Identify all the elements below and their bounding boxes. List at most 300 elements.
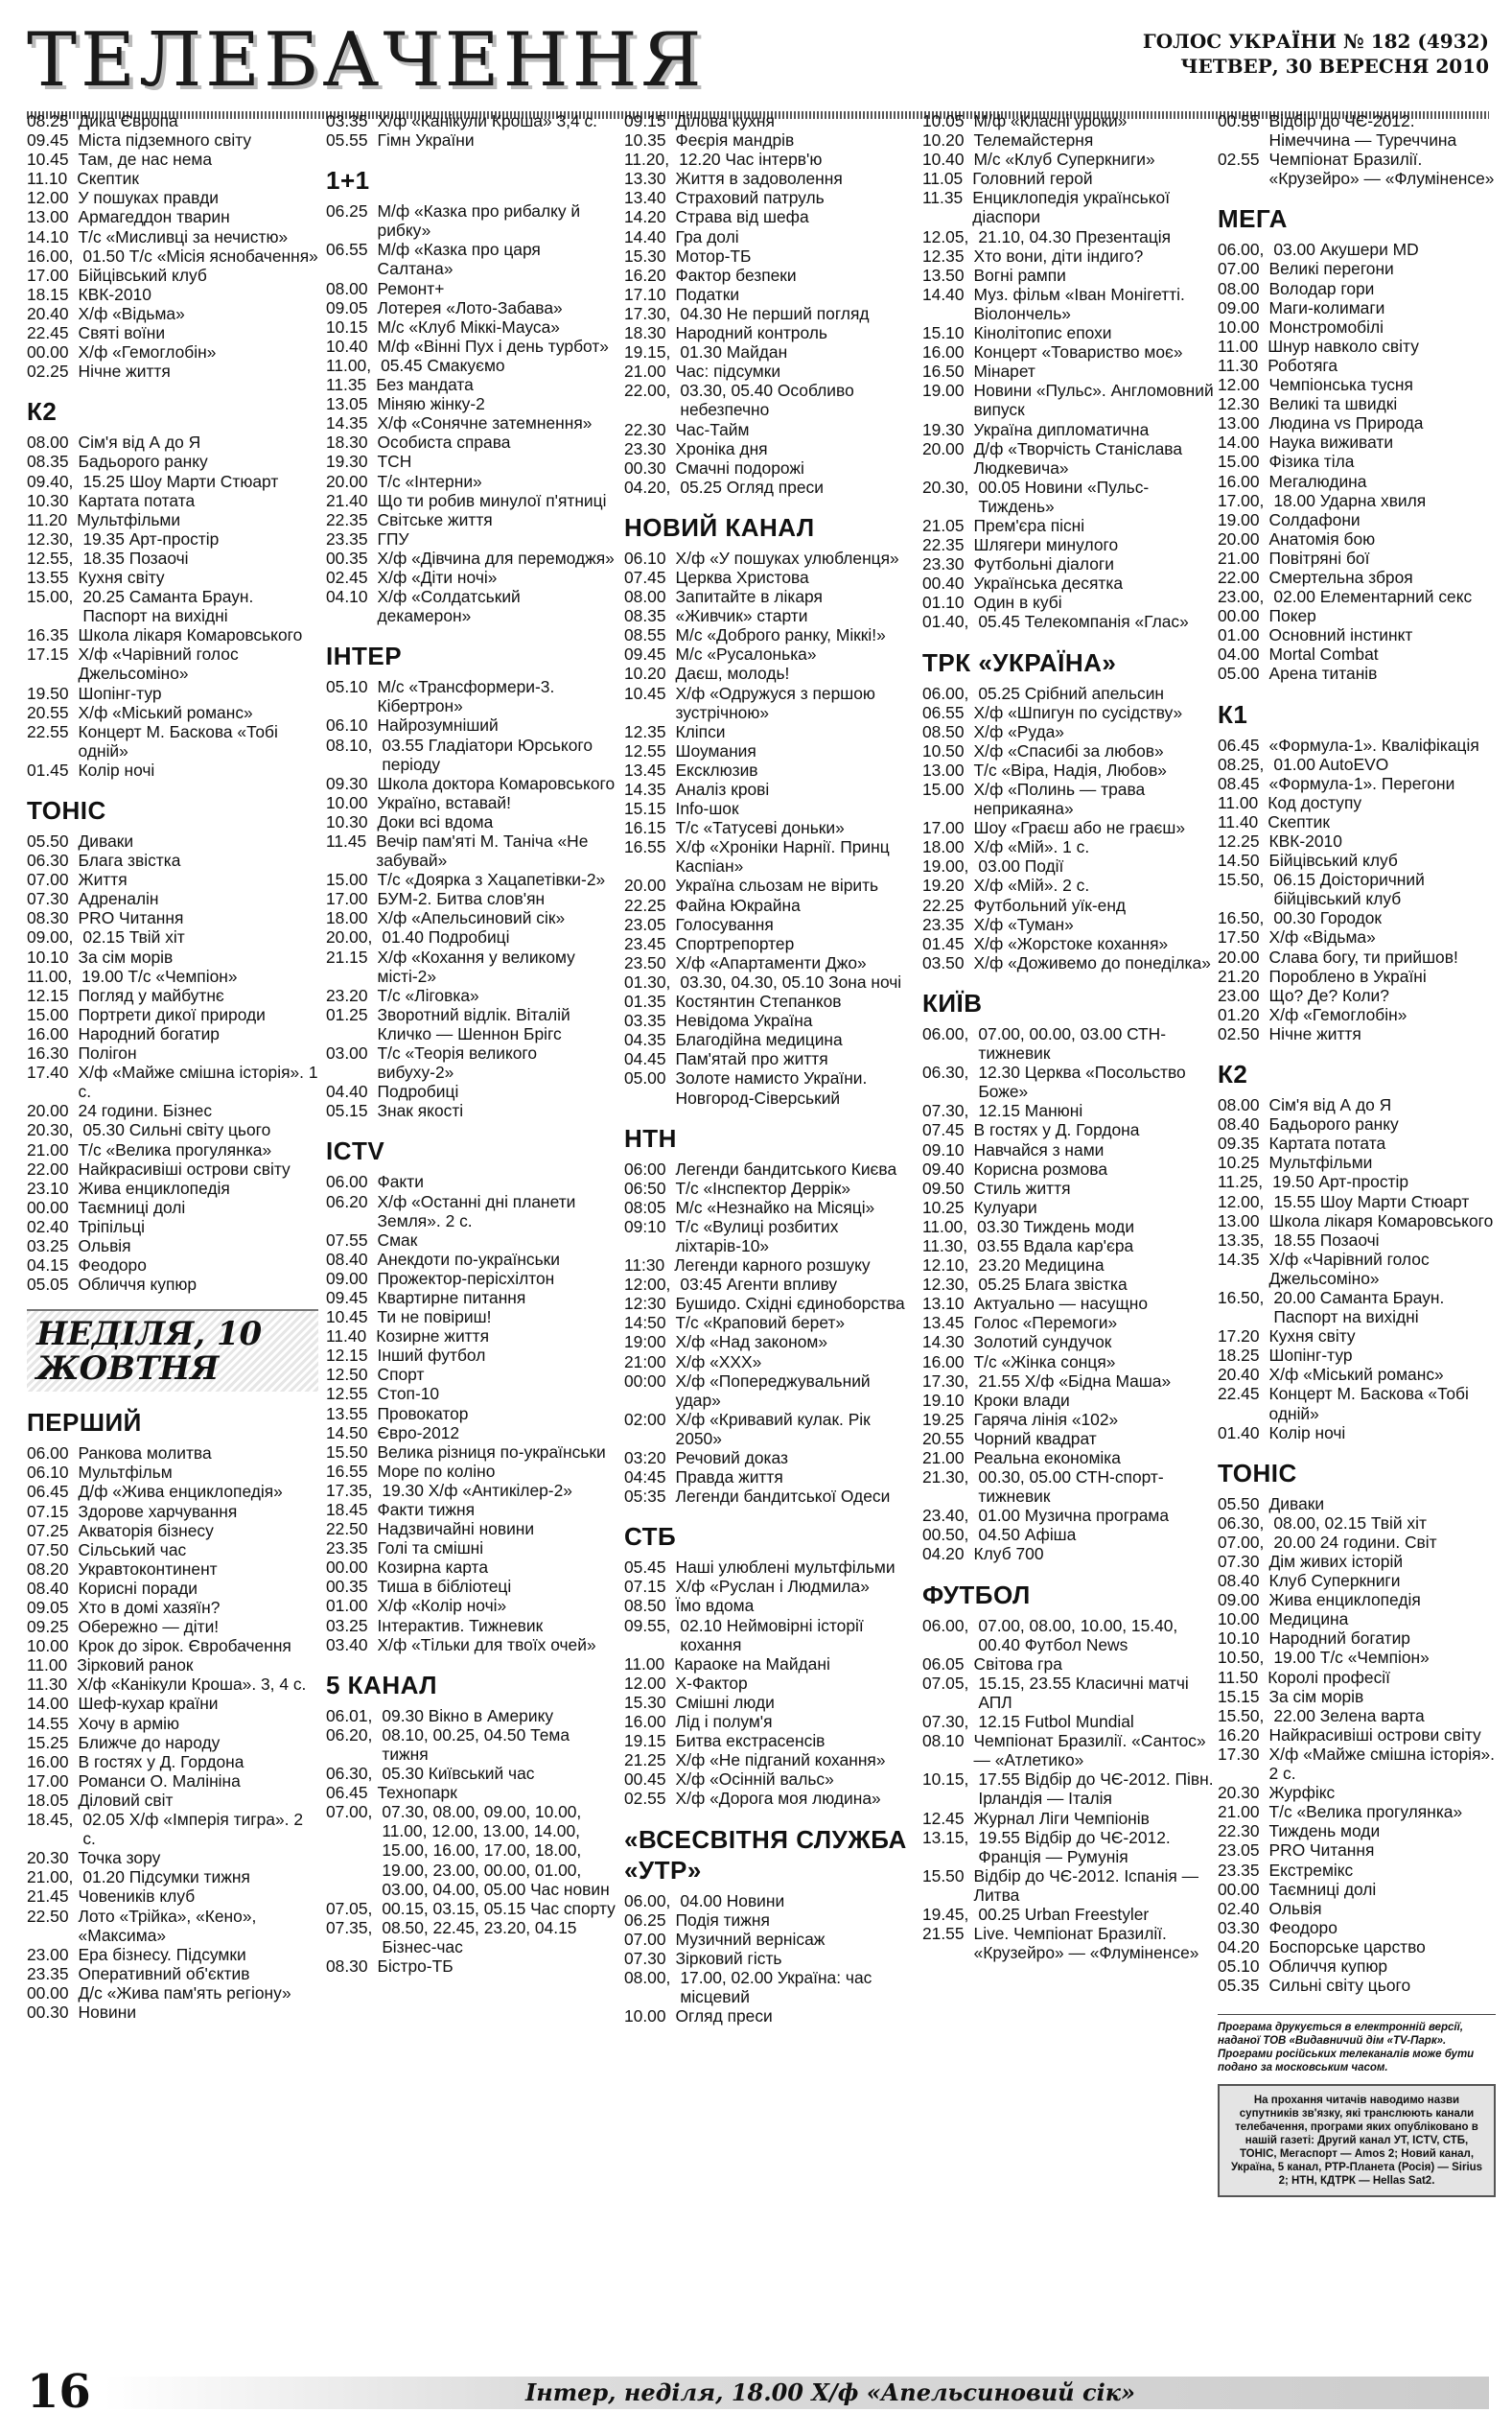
- listing-row: [326, 1384, 617, 1403]
- listing-row: [27, 1443, 318, 1463]
- listing-time: 11.30: [27, 1675, 68, 1695]
- listing-row: [326, 677, 617, 715]
- listing-row: [624, 362, 916, 381]
- listing-row: [27, 1579, 318, 1598]
- listing-row: [326, 1288, 617, 1307]
- listing-time: 14.55: [27, 1713, 69, 1733]
- listing-program: Футбольні діалоги: [973, 554, 1114, 574]
- listing-time: 20.55: [922, 1428, 965, 1448]
- listing-row: [624, 420, 916, 439]
- listing-time: 00.35: [326, 1577, 368, 1597]
- listing-row: [1218, 1609, 1496, 1628]
- listing-program: Х/ф «Мій». 2 с.: [973, 876, 1090, 896]
- listing-program: Огляд преси: [675, 2006, 773, 2026]
- listing-time: 18.30: [326, 433, 368, 453]
- listing-program: Музичний вернісаж: [675, 1929, 826, 1949]
- listing-time: 17.20: [1218, 1326, 1260, 1347]
- listing-row: [1218, 510, 1496, 529]
- listing-row: [922, 1809, 1214, 1828]
- listing-row: [1218, 832, 1496, 851]
- day-heading: НЕДІЛЯ, 10 ЖОВТНЯ: [27, 1309, 318, 1392]
- listing-row: [326, 1918, 617, 1956]
- listing-row: [624, 1616, 916, 1654]
- listing-program: Т/с «Мисливці за нечистю»: [78, 226, 289, 246]
- listing-time: 12.30,: [27, 528, 74, 549]
- listing-program: Х/ф «Майже смішна історія». 2 с.: [1268, 1744, 1496, 1784]
- listing-program: Полігон: [78, 1043, 137, 1064]
- listing-row: [1218, 986, 1496, 1005]
- listing-program: 05.25 Огляд преси: [680, 477, 824, 497]
- listing-time: 02.55: [1218, 150, 1260, 170]
- listing-row: [922, 761, 1214, 780]
- listing-row: [27, 549, 318, 568]
- listing-program: Народний богатир: [78, 1023, 220, 1043]
- listing-program: Нічне життя: [78, 362, 171, 382]
- listing-row: [27, 433, 318, 452]
- listing-row: [326, 337, 617, 356]
- listing-row: [624, 1332, 916, 1351]
- listing-time: 08:05: [624, 1197, 666, 1217]
- listing-time: 12:30: [624, 1294, 666, 1314]
- listing-row: [27, 722, 318, 761]
- listing-time: 08.20: [27, 1558, 69, 1579]
- listing-row: [27, 1771, 318, 1791]
- section-title: ТЕЛЕБАЧЕННЯ: [27, 17, 706, 104]
- listing-program: Муз. фільм «Іван Монігетті. Віолончель»: [973, 284, 1185, 323]
- listing-row: [922, 1313, 1214, 1332]
- listing-row: [624, 1198, 916, 1217]
- listing-row: [27, 1255, 318, 1275]
- listing-program: Ти не повіриш!: [377, 1307, 492, 1327]
- listing-program: Найкрасивіші острови світу: [1268, 1724, 1481, 1745]
- listing-time: 02.45: [326, 567, 368, 587]
- listing-program: Точка зору: [78, 1848, 161, 1868]
- listing-row: [27, 510, 318, 529]
- listing-row: [27, 927, 318, 947]
- listing-time: 13.45: [624, 760, 666, 780]
- listing-row: [624, 837, 916, 876]
- listing-time: 06.30,: [326, 1764, 373, 1784]
- listing-program: Золоте намисто України. Новгород-Сіверський: [675, 1068, 868, 1108]
- listing-time: 20.30: [1218, 1783, 1260, 1803]
- listing-row: [1218, 948, 1496, 967]
- listing-row: [27, 1140, 318, 1159]
- listing-program: Боспорське царство: [1268, 1936, 1426, 1956]
- listing-row: [27, 1217, 318, 1236]
- listing-row: [624, 304, 916, 323]
- listing-row: [326, 356, 617, 375]
- listing-time: 11.40: [1218, 811, 1259, 832]
- listing-row: [922, 1294, 1214, 1313]
- listing-row: [922, 111, 1214, 130]
- listing-program: Бадьорого ранку: [1268, 1114, 1399, 1135]
- listing-program: Феодоро: [1268, 1917, 1338, 1937]
- listing-program: Т/с «Жінка сонця»: [973, 1351, 1116, 1371]
- listing-row: [27, 150, 318, 169]
- listing-row: [27, 169, 318, 188]
- listing-time: 09.40: [922, 1159, 965, 1179]
- listing-program: Світова гра: [973, 1653, 1062, 1674]
- listing-row: [922, 876, 1214, 895]
- listing-program: 01.00 Музична програма: [978, 1506, 1170, 1526]
- listing-program: Міста підземного світу: [78, 130, 252, 151]
- listing-program: 02.00 Елементарний секс: [1273, 587, 1473, 607]
- listing-program: Т/с «Інспектор Деррік»: [675, 1178, 851, 1198]
- listing-time: 21.25: [624, 1750, 666, 1770]
- listing-program: Особиста справа: [377, 433, 511, 453]
- listing-program: Інтерактив. Тижневик: [377, 1615, 544, 1635]
- listing-program: Файна Юкрайна: [675, 895, 801, 915]
- listing-time: 22.50: [326, 1519, 368, 1539]
- listing-row: [326, 774, 617, 793]
- listing-row: [326, 889, 617, 908]
- listing-row: [27, 1945, 318, 1964]
- listing-row: [27, 1964, 318, 1983]
- issue-info: [1143, 29, 1489, 79]
- listing-program: Х/ф «Доживемо до понеділка»: [973, 952, 1211, 972]
- listing-time: 11.25,: [1218, 1172, 1264, 1192]
- listing-program: Вогні рампи: [973, 265, 1066, 285]
- listing-row: [624, 780, 916, 799]
- listing-row: [27, 568, 318, 587]
- listing-time: 08.00,: [624, 1967, 671, 1987]
- listing-row: [1218, 1250, 1496, 1288]
- listing-program: Х/ф «Над законом»: [675, 1332, 828, 1352]
- listing-row: [27, 1540, 318, 1559]
- listing-time: 22.50: [27, 1906, 69, 1926]
- listing-program: 19.00 Т/с «Чемпіон»: [1273, 1648, 1430, 1668]
- listing-program: Народний богатир: [1268, 1628, 1410, 1649]
- listing-program: М/ф «Казка про царя Салтана»: [377, 240, 541, 279]
- listing-program: Тиша в бібліотеці: [377, 1577, 512, 1597]
- listing-row: [624, 915, 916, 934]
- listing-row: [624, 1910, 916, 1930]
- listing-program: Костянтин Степанков: [675, 992, 842, 1012]
- listing-row: [326, 394, 617, 413]
- listing-program: БУМ-2. Битва слов'ян: [377, 889, 546, 909]
- listing-time: 19.15: [624, 1731, 666, 1751]
- listing-program: Скептик: [1268, 811, 1330, 832]
- listing-row: [624, 1467, 916, 1487]
- listing-time: 09.50: [922, 1178, 965, 1198]
- listing-time: 11:30: [624, 1255, 665, 1276]
- listing-row: [922, 1410, 1214, 1429]
- listing-time: 07.30,: [922, 1712, 969, 1732]
- listing-program: Хто в домі хазяїн?: [78, 1598, 221, 1617]
- listing-program: Х/ф «Діти ночі»: [377, 567, 498, 587]
- listing-row: [922, 439, 1214, 478]
- listing-program: Школа лікаря Комаровського: [78, 625, 303, 645]
- listing-row: [624, 1769, 916, 1789]
- listing-time: 16.00: [922, 1351, 965, 1371]
- channel-heading: К2: [27, 397, 58, 427]
- listing-program: 17.00, 02.00 Україна: час місцевий: [680, 1967, 872, 2006]
- listing-program: 12.30 Церква «Посольство Боже»: [978, 1063, 1186, 1102]
- listing-row: [624, 1255, 916, 1275]
- listing-program: Наука виживати: [1268, 433, 1394, 453]
- listing-row: [1218, 1706, 1496, 1725]
- listing-program: Фізика тіла: [1268, 452, 1355, 472]
- listing-row: [624, 246, 916, 266]
- listing-time: 08.40: [1218, 1571, 1260, 1591]
- listing-time: 17.00: [326, 889, 368, 909]
- listing-row: [624, 1930, 916, 1949]
- listing-time: 19.25: [922, 1409, 965, 1429]
- listing-row: [1218, 1937, 1496, 1956]
- listing-row: [27, 1848, 318, 1867]
- listing-row: [1218, 1648, 1496, 1667]
- listing-time: 23.45: [624, 933, 666, 953]
- listing-program: Х/ф «Осінній вальс»: [675, 1769, 834, 1790]
- listing-time: 04.20: [922, 1544, 965, 1564]
- listing-time: 16.00: [27, 1751, 69, 1771]
- listing-time: 10.15: [326, 316, 368, 337]
- listing-row: [624, 818, 916, 837]
- listing-program: Ближче до народу: [78, 1732, 221, 1752]
- listing-program: В гостях у Д. Гордона: [973, 1120, 1140, 1140]
- listing-row: [27, 1752, 318, 1771]
- listing-row: [1218, 1326, 1496, 1346]
- listing-row: [624, 684, 916, 722]
- listing-row: [1218, 1384, 1496, 1422]
- listing-time: 10.25: [922, 1197, 965, 1217]
- listing-time: 08.40: [1218, 1114, 1260, 1135]
- listing-program: Оперативний об'єктив: [78, 1963, 250, 1983]
- listing-time: 13.10: [922, 1294, 965, 1314]
- listing-program: Прем'єра пісні: [973, 515, 1085, 535]
- channel-heading: ТОНІС: [27, 796, 106, 825]
- listing-row: [624, 1049, 916, 1068]
- listing-program: В гостях у Д. Гордона: [78, 1751, 244, 1771]
- listing-time: 22.25: [624, 895, 666, 915]
- listing-time: 00.00: [326, 1558, 368, 1578]
- listing-program: Х/ф «Тільки для твоїх очей»: [377, 1634, 596, 1654]
- listing-program: ГПУ: [377, 528, 409, 549]
- listing-time: 01.45: [27, 760, 69, 780]
- listing-time: 15.50,: [1218, 1705, 1265, 1725]
- listing-time: 06.05: [922, 1653, 965, 1674]
- listing-program: Арена титанів: [1268, 664, 1378, 684]
- listing-row: [624, 130, 916, 150]
- listing-row: [922, 1654, 1214, 1674]
- listing-time: 06.45: [326, 1783, 368, 1803]
- listing-time: 19.00: [922, 381, 965, 401]
- listing-row: [1218, 1024, 1496, 1043]
- listing-time: 16.35: [27, 625, 69, 645]
- listing-time: 06.00,: [922, 683, 969, 703]
- listing-program: Лото «Трійка», «Кено», «Максима»: [78, 1906, 257, 1945]
- listing-row: [1218, 1725, 1496, 1745]
- listing-program: М/с «Трансформери-3. Кібертрон»: [377, 677, 555, 716]
- listing-row: [922, 1275, 1214, 1294]
- listing-time: 05.50: [27, 832, 69, 851]
- listing-time: 10.10: [27, 947, 69, 967]
- listing-row: [624, 188, 916, 207]
- listing-program: Запитайте в лікаря: [675, 587, 823, 607]
- listing-program: Діловий світ: [78, 1790, 174, 1810]
- listing-program: Подробиці: [377, 1082, 459, 1102]
- listing-time: 04.10: [326, 587, 368, 607]
- listing-row: [326, 130, 617, 150]
- listing-program: Кулуари: [973, 1197, 1037, 1217]
- listing-time: 23.35: [1218, 1860, 1260, 1880]
- listing-program: 08.10, 00.25, 04.50 Тема тижня: [382, 1724, 570, 1764]
- listing-time: 01.10: [922, 593, 965, 613]
- listing-program: 21.10, 04.30 Презентація: [978, 226, 1172, 246]
- listing-program: Бадьорого ранку: [78, 452, 208, 472]
- listing-program: 01.20 Підсумки тижня: [82, 1867, 250, 1887]
- listing-program: Ера бізнесу. Підсумки: [78, 1944, 246, 1964]
- listing-row: [27, 908, 318, 927]
- listing-time: 01.35: [624, 992, 666, 1012]
- listing-time: 18.05: [27, 1790, 69, 1810]
- listing-time: 09.05: [27, 1598, 69, 1617]
- listing-row: [922, 934, 1214, 953]
- listing-time: 00.00: [27, 1197, 69, 1217]
- listing-program: Даєш, молодь!: [675, 664, 790, 684]
- listing-program: Смертельна зброя: [1268, 567, 1413, 587]
- listing-row: [624, 1731, 916, 1750]
- listing-program: Доки всі вдома: [377, 811, 494, 832]
- listing-program: КВК-2010: [78, 284, 151, 304]
- listing-program: Життя в задоволення: [675, 169, 843, 189]
- listing-time: 21.20: [1218, 966, 1260, 986]
- listing-program: 09.30 Вікно в Америку: [382, 1705, 554, 1725]
- listing-time: 06.30,: [922, 1063, 969, 1083]
- listing-program: 01.40 Подробиці: [382, 927, 510, 948]
- listing-time: 12.35: [624, 721, 666, 741]
- listing-row: [1218, 1918, 1496, 1937]
- page-footer: [27, 2367, 1489, 2417]
- listing-time: 12:00,: [624, 1275, 671, 1295]
- listing-row: [326, 433, 617, 452]
- listing-time: 07.35,: [326, 1917, 373, 1937]
- listing-program: Х/ф «Останні дні планети Земля». 2 с.: [377, 1191, 576, 1230]
- listing-row: [27, 1120, 318, 1139]
- listing-row: [922, 554, 1214, 574]
- listing-program: Таємниці долі: [1268, 1879, 1377, 1899]
- listing-time: 02.55: [624, 1789, 666, 1809]
- listing-program: Легенди карного розшуку: [674, 1255, 871, 1276]
- listing-time: 08.35: [27, 452, 69, 472]
- listing-program: 02.05 Х/ф «Імперія тигра». 2 с.: [82, 1810, 303, 1849]
- listing-row: [1218, 549, 1496, 568]
- listing-program: Податки: [675, 284, 740, 304]
- listing-time: 23.35: [27, 1963, 69, 1983]
- listing-time: 19.45,: [922, 1904, 969, 1924]
- listing-row: [624, 568, 916, 587]
- listing-time: 08.00: [1218, 1095, 1260, 1115]
- listing-row: [326, 1230, 617, 1250]
- listing-program: М/ф «Вінні Пух і день турбот»: [377, 336, 609, 356]
- listing-program: Х-Фактор: [675, 1673, 748, 1693]
- listing-time: 23.10: [27, 1178, 69, 1198]
- listing-program: 07.30, 08.00, 09.00, 10.00, 11.00, 12.00, 13.00, 14.00, 15.00, 16.00, 17.00, 18.00, 19.00, 23.00, 00.00, 01.00, 03.00, 04.00, 05.00 Час новин: [382, 1802, 610, 1899]
- listing-program: Подія тижня: [675, 1909, 770, 1930]
- listing-program: Спортрепортер: [675, 933, 795, 953]
- listing-program: Лотерея «Лото-Забава»: [377, 297, 563, 317]
- listing-time: 22.30: [1218, 1821, 1260, 1841]
- listing-time: 15.10: [922, 323, 965, 343]
- listing-time: 09.45: [27, 130, 69, 151]
- listing-row: [27, 323, 318, 342]
- listing-program: 24 години. Бізнес: [78, 1101, 213, 1121]
- listing-program: М/ф «Казка про рибалку й рибку»: [377, 201, 581, 241]
- listing-program: 04.50 Афіша: [978, 1525, 1077, 1545]
- listing-time: 09.05: [326, 297, 368, 317]
- listing-program: 17.55 Відбір до ЧЄ-2012. Півн. Ірландія — Італія: [978, 1769, 1214, 1809]
- listing-row: [624, 1674, 916, 1693]
- listing-program: Великі перегони: [1268, 259, 1394, 279]
- channel-heading: ПЕРШИЙ: [27, 1408, 142, 1438]
- listing-time: 23.30: [624, 438, 666, 458]
- listing-time: 16.55: [624, 837, 666, 857]
- listing-row: [1218, 356, 1496, 375]
- listing-time: 04.40: [326, 1082, 368, 1102]
- listing-time: 00.00: [1218, 1879, 1260, 1899]
- listing-program: 03.55 Гладіатори Юрського періоду: [382, 735, 593, 774]
- listing-row: [27, 1502, 318, 1521]
- listing-program: Екстремікс: [1268, 1860, 1354, 1880]
- channel-heading: МЕГА: [1218, 204, 1288, 234]
- listing-time: 15.15: [624, 799, 666, 819]
- listing-program: Live. Чемпіонат Бразилії. «Крузейро» — «Флуміненсе»: [973, 1924, 1199, 1963]
- listing-row: [27, 362, 318, 381]
- listing-time: 11.30,: [922, 1235, 968, 1255]
- listing-row: [326, 452, 617, 471]
- listing-program: Смак: [377, 1230, 418, 1250]
- listing-program: 04.00 Новини: [680, 1890, 785, 1910]
- listing-row: [624, 207, 916, 226]
- listing-row: [624, 1313, 916, 1332]
- listing-row: [326, 510, 617, 529]
- listing-row: [27, 285, 318, 304]
- listing-row: [1218, 1668, 1496, 1687]
- listing-row: [624, 664, 916, 683]
- listing-row: [624, 1159, 916, 1179]
- listing-row: [922, 266, 1214, 285]
- listing-program: Провокатор: [377, 1403, 469, 1423]
- listing-time: 22.00: [27, 1159, 69, 1179]
- listing-program: Блага звістка: [78, 851, 181, 871]
- listing-time: 23.00: [1218, 985, 1260, 1005]
- listing-row: [922, 342, 1214, 362]
- listing-program: Х/ф «Полинь — трава неприкаяна»: [973, 780, 1146, 819]
- listing-row: [326, 986, 617, 1005]
- listing-row: [326, 1596, 617, 1615]
- listing-row: [922, 1616, 1214, 1654]
- listing-program: Сільський час: [78, 1539, 187, 1559]
- listing-program: 05.45 Телекомпанія «Глас»: [978, 612, 1189, 632]
- listing-time: 15.00: [27, 1004, 69, 1024]
- listing-time: 17.00: [27, 1770, 69, 1791]
- listing-program: Х/ф «Майже смішна історія». 1 с.: [78, 1063, 318, 1102]
- listing-row: [326, 715, 617, 735]
- listing-row: [624, 876, 916, 895]
- listing-row: [27, 761, 318, 780]
- listing-row: [326, 298, 617, 317]
- listing-program: Код доступу: [1268, 792, 1362, 812]
- listing-program: Там, де нас нема: [78, 150, 213, 170]
- listing-time: 06.00,: [922, 1023, 969, 1043]
- channel-heading: КИЇВ: [922, 988, 983, 1018]
- satellite-note: На прохання читачів наводимо назви супутників зв'язку, які транслюють канали телебачення, програми яких опубліковано в нашій газеті: Другий канал УТ, ICTV, СТБ, ТОНІС, Мегаспорт — Amos 2; Новий канал, Україна, 5 канал, РТР-Планета (Росія) — Sirius 2; НТН, КДТРК — Hellas Sat2.: [1218, 2084, 1496, 2197]
- listing-program: 22.00 Зелена варта: [1273, 1705, 1425, 1725]
- listing-time: 23.35: [922, 914, 965, 934]
- listing-row: [326, 1481, 617, 1500]
- listing-row: [326, 413, 617, 433]
- listing-program: 03.30 Тиждень моди: [977, 1216, 1135, 1236]
